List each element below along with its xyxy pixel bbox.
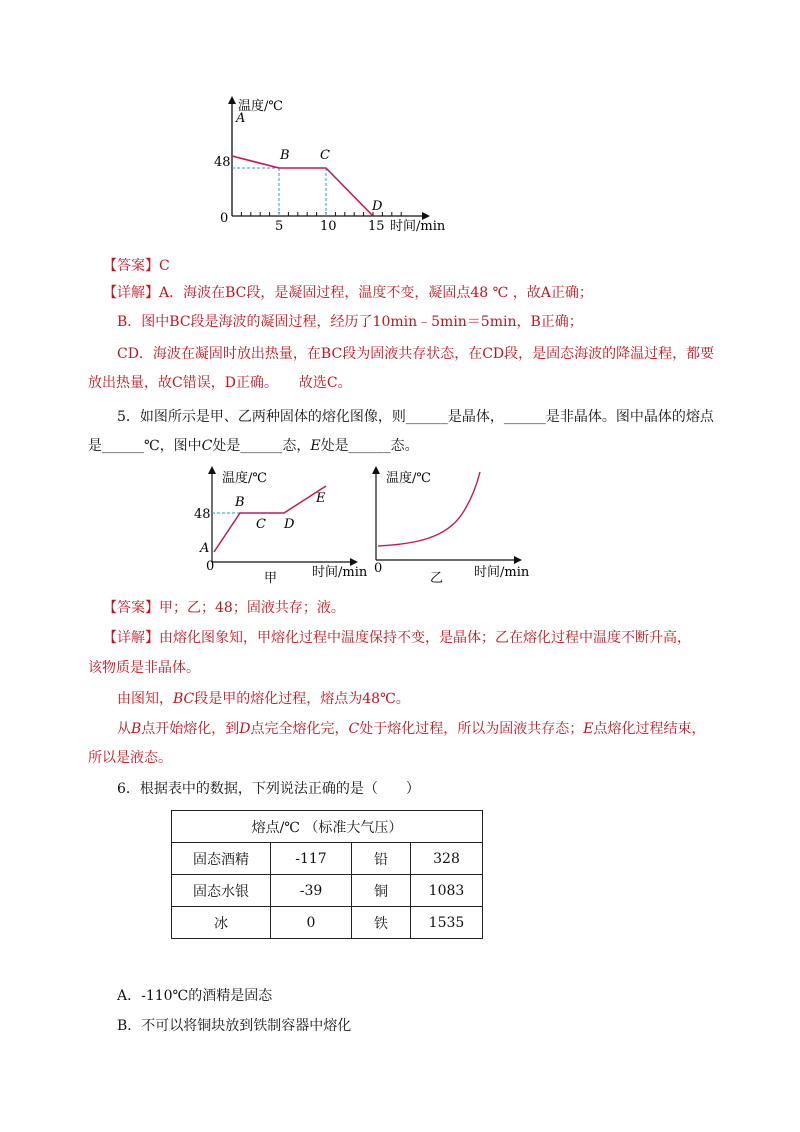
- question-6-stem: 6．根据表中的数据，下列说法正确的是（ ）: [117, 781, 420, 797]
- melting-graph-jia: [190, 462, 370, 587]
- option-b: B．不可以将铜块放到铁制容器中熔化: [117, 1018, 352, 1034]
- detail-5-line-1: [103, 628, 691, 648]
- jia-ytick-48: 48: [194, 507, 211, 522]
- graph1-ytick-48: 48: [214, 155, 231, 170]
- graph1-xtick-10: 10: [320, 219, 337, 234]
- detail-5-line-5: 所以是液态。: [88, 750, 172, 766]
- detail-5-l1: 由熔化图象知，甲熔化过程中温度保持不变，是晶体；乙在熔化过程中温度不断升高，: [159, 630, 691, 646]
- jia-point-b: B: [235, 495, 245, 510]
- d5-l4-C: C: [348, 721, 360, 737]
- melting-graph-yi: [366, 462, 536, 587]
- yi-xlabel: 时间/min: [474, 565, 530, 580]
- graph1-ylabel: 温度/℃: [238, 99, 283, 114]
- detail-5-line-4: [117, 719, 705, 739]
- detail-4-cd-2: 放出热量，故C错误，D正确。 故选C。: [88, 375, 352, 391]
- table-cell: 铅: [352, 843, 411, 875]
- jia-point-a: A: [200, 541, 210, 556]
- yi-ylabel: 温度/℃: [386, 471, 431, 486]
- table-cell: -117: [271, 843, 352, 875]
- graph1-xtick-15: 15: [368, 219, 385, 234]
- y-axis-arrow: [228, 96, 236, 104]
- table-cell: 0: [271, 907, 352, 939]
- melting-point-table: [171, 810, 483, 939]
- table-row: [172, 843, 483, 875]
- detail-5-line-3: [117, 689, 410, 709]
- option-a: A．-110℃的酒精是固态: [117, 988, 273, 1004]
- answer-4-text: C: [159, 258, 170, 274]
- yi-x-axis-arrow: [514, 556, 522, 564]
- d5-l4-B: B: [131, 721, 142, 737]
- d5-l4-d: 处于熔化过程，所以为固液共存态；: [359, 721, 584, 737]
- yi-caption: 乙: [430, 571, 444, 586]
- d5-l3-bc: BC: [173, 691, 195, 707]
- question-5-line-1: 5．如图所示是甲、乙两种固体的熔化图像，则______是晶体，______是非晶体。图中晶体的熔点: [117, 409, 714, 425]
- table-header-row: [172, 811, 483, 843]
- d5-l4-a: 从: [117, 721, 131, 737]
- detail-5-tag: 【详解】: [103, 630, 159, 646]
- graph1-xlabel: 时间/min: [390, 219, 446, 234]
- jia-y-axis-arrow: [208, 466, 216, 474]
- detail-4-a: [103, 283, 593, 303]
- table-cell: 1083: [411, 875, 483, 907]
- jia-xlabel: 时间/min: [312, 565, 368, 580]
- graph1-point-a: A: [236, 111, 246, 126]
- graph1-point-c: C: [320, 148, 330, 163]
- answer-5: [103, 598, 345, 618]
- graph1-xtick-5: 5: [275, 219, 284, 234]
- q5-e: E: [310, 438, 321, 454]
- table-cell: 固态水银: [172, 875, 271, 907]
- table-row: [172, 907, 483, 939]
- table-row: [172, 875, 483, 907]
- jia-ylabel: 温度/℃: [222, 471, 267, 486]
- jia-caption: 甲: [264, 571, 278, 586]
- yi-origin: 0: [374, 561, 383, 576]
- d5-l3-b: 段是甲的熔化过程，熔点为48℃。: [194, 691, 410, 707]
- detail-4-cd-1: CD．海波在凝固时放出热量，在BC段为固液共存状态，在CD段，是固态海波的降温过程，都要: [117, 346, 715, 362]
- graph1-origin: 0: [220, 211, 229, 226]
- detail-4-tag: 【详解】: [103, 285, 159, 301]
- question-5-line-2: [88, 436, 419, 456]
- table-cell: 1535: [411, 907, 483, 939]
- graph1-point-d: D: [372, 199, 383, 214]
- table-cell: -39: [271, 875, 352, 907]
- table-cell: 固态酒精: [172, 843, 271, 875]
- jia-point-e: E: [316, 491, 326, 506]
- jia-point-d: D: [284, 517, 295, 532]
- cooling-graph: [210, 92, 470, 242]
- d5-l4-b: 点开始熔化，到: [141, 721, 240, 737]
- table-cell: 铁: [352, 907, 411, 939]
- table-cell: 328: [411, 843, 483, 875]
- answer-4-tag: 【答案】: [103, 258, 159, 274]
- answer-5-tag: 【答案】: [103, 600, 159, 616]
- q5-text-a: 是______℃，图中: [88, 438, 202, 454]
- yi-y-axis-arrow: [372, 466, 380, 474]
- cooling-curve: [232, 156, 373, 216]
- graph1-point-b: B: [280, 148, 290, 163]
- detail-5-line-2: 该物质是非晶体。: [88, 660, 200, 676]
- detail-4-a-text: A．海波在BC段，是凝固过程，温度不变，凝固点48 ℃ ，故A正确；: [159, 285, 593, 301]
- table-cell: 冰: [172, 907, 271, 939]
- d5-l3-a: 由图知，: [117, 691, 173, 707]
- answer-5-text: 甲；乙；48；固液共存；液。: [159, 600, 345, 616]
- q5-text-b: 处是______态，: [212, 438, 311, 454]
- jia-origin: 0: [206, 559, 215, 574]
- table-header: 熔点/℃ （标准大气压）: [172, 811, 483, 843]
- d5-l4-e: 点熔化过程结束，: [593, 721, 706, 737]
- table-cell: 铜: [352, 875, 411, 907]
- detail-4-b: B．图中BC段是海波的凝固过程，经历了10min﹣5min＝5min，B正确；: [117, 314, 583, 330]
- q5-text-d: 处是______态。: [320, 438, 419, 454]
- d5-l4-E: E: [583, 721, 594, 737]
- jia-point-c: C: [256, 517, 266, 532]
- answer-4: [103, 256, 170, 276]
- d5-l4-c: 点完全熔化完，: [250, 721, 349, 737]
- q5-c: C: [201, 438, 213, 454]
- jia-curve: [214, 486, 326, 552]
- d5-l4-D: D: [239, 721, 251, 737]
